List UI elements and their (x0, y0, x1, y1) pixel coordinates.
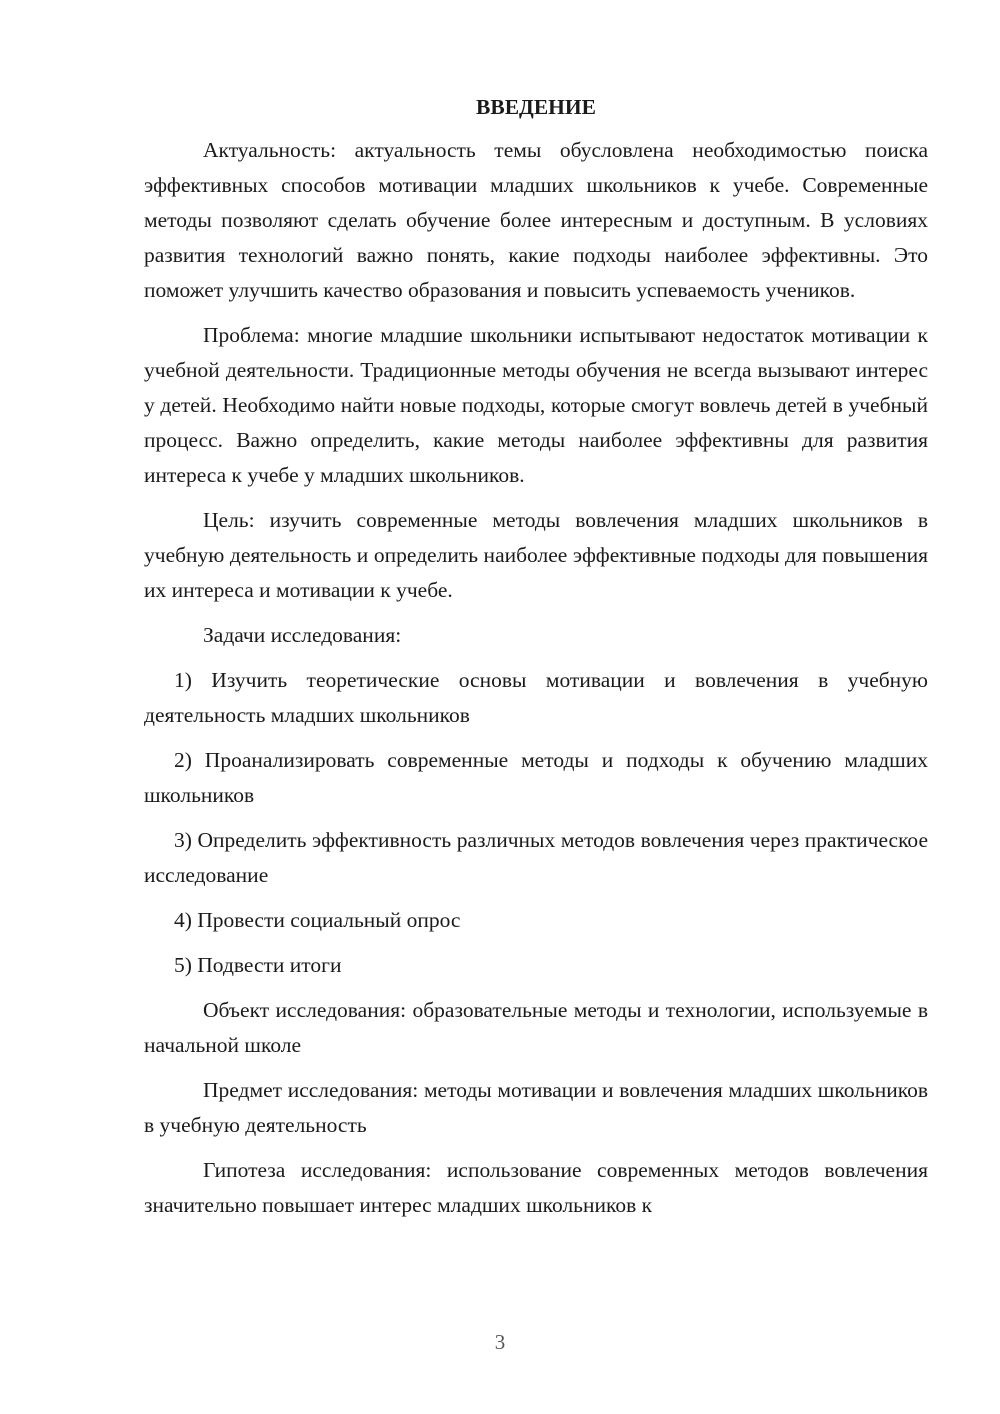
problem-paragraph: Проблема: многие младшие школьники испытывают недостаток мотивации к учебной деятельности. Традиционные методы обучения не всегда вызывают интерес у детей. Необходимо найти новые подходы, которые смогут вовлечь детей в учебный процесс. Важно определить, какие методы наиболее эффективны для развития интереса к учебе у младших школьников. (144, 323, 928, 487)
object-paragraph: Объект исследования: образовательные методы и технологии, используемые в начальной школе (144, 998, 928, 1057)
goal-paragraph: Цель: изучить современные методы вовлечения младших школьников в учебную деятельность и определить наиболее эффективные подходы для повышения их интереса и мотивации к учебе. (144, 508, 928, 602)
hypothesis-paragraph: Гипотеза исследования: использование современных методов вовлечения значительно повышает интерес младших школьников к (144, 1158, 928, 1217)
task-item-2: 2) Проанализировать современные методы и подходы к обучению младших школьников (144, 748, 928, 807)
relevance-paragraph: Актуальность: актуальность темы обусловлена необходимостью поиска эффективных способов мотивации младших школьников к учебе. Современные методы позволяют сделать обучение более интересным и доступным. В условиях развития технологий важно понять, какие подходы наиболее эффективны. Это поможет улучшить качество образования и повысить успеваемость учеников. (144, 138, 928, 302)
document-page (144, 90, 928, 1233)
task-item-5: 5) Подвести итоги (174, 953, 342, 977)
subject-paragraph: Предмет исследования: методы мотивации и вовлечения младших школьников в учебную деятельность (144, 1078, 928, 1137)
task-item-1: 1) Изучить теоретические основы мотивации и вовлечения в учебную деятельность младших школьников (144, 668, 928, 727)
page-number: 3 (494, 1330, 506, 1354)
tasks-title: Задачи исследования: (203, 623, 402, 647)
section-heading: ВВЕДЕНИЕ (476, 95, 596, 119)
task-item-4: 4) Провести социальный опрос (174, 908, 461, 932)
task-item-3: 3) Определить эффективность различных методов вовлечения через практическое исследование (144, 828, 928, 887)
